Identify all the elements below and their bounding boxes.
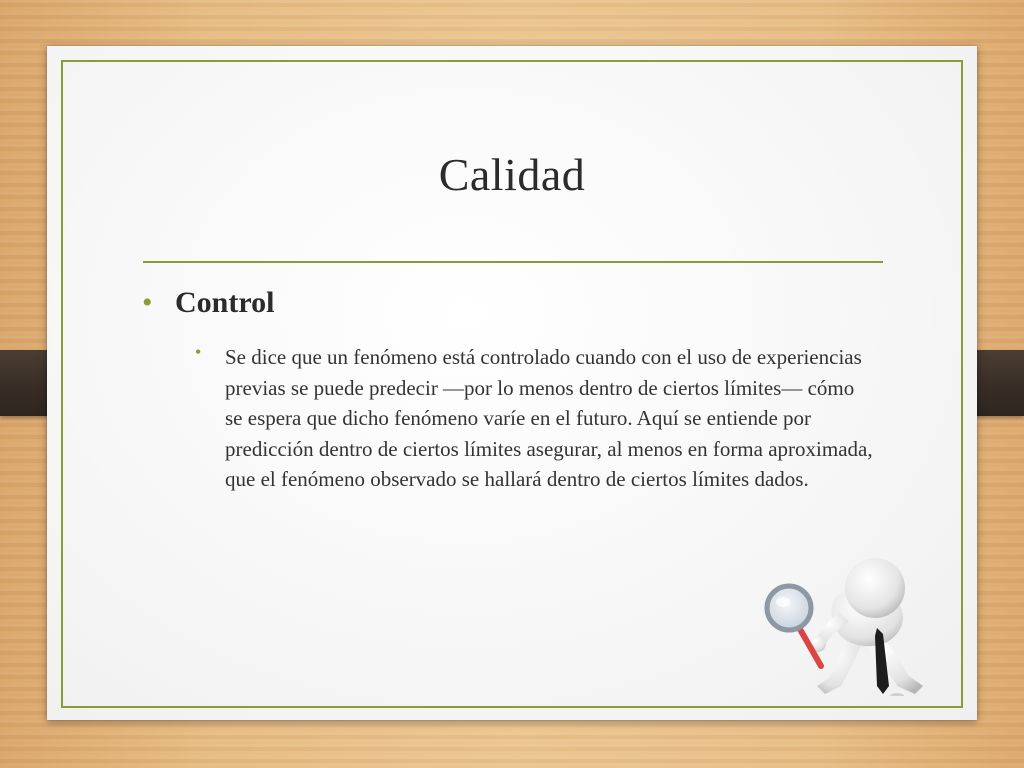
bullet-heading: Control — [175, 286, 275, 319]
bullet-marker: • — [142, 286, 153, 319]
title-divider — [143, 261, 883, 263]
footprints — [751, 693, 904, 696]
sub-bullet-text: Se dice que un fenómeno está controlado cuando con el uso de experiencias previas se puede predecir —por lo menos dentro de ciertos límites— cómo se espera que dicho fenómeno varíe en el futuro. Aquí se entiende por predicción dentro de ciertos límites asegurar, al menos en forma aproximada, que el fenómeno observado se hallará dentro de ciertos límites dados. — [225, 345, 873, 491]
figure-with-magnifying-glass-icon — [737, 516, 947, 696]
slide-paper — [47, 46, 977, 720]
slide-title: Calidad — [438, 149, 586, 200]
sub-bullet-marker: • — [195, 342, 202, 362]
